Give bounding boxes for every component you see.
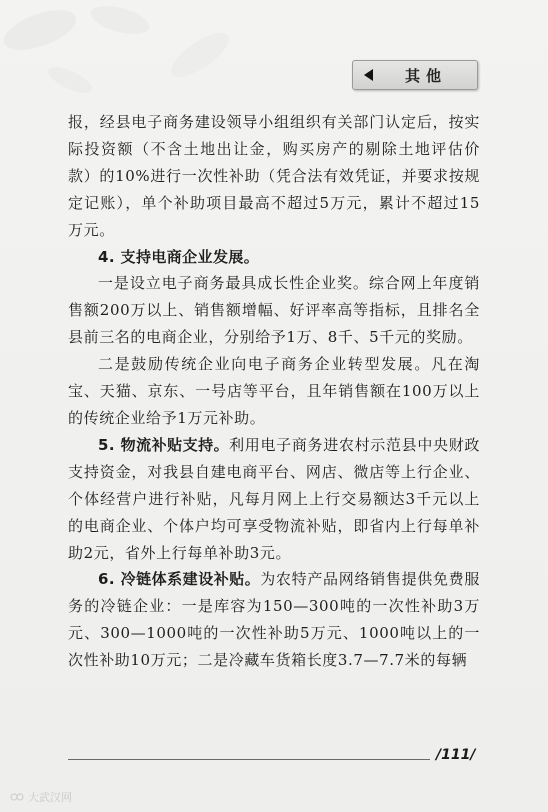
page-number: /111/ bbox=[436, 747, 476, 763]
section-4-heading: 4. 支持电商企业发展。 bbox=[98, 247, 260, 266]
section-tab-label: 其他 bbox=[405, 67, 448, 85]
footer-rule bbox=[68, 759, 430, 760]
section-5-paragraph bbox=[68, 432, 480, 567]
section-tab bbox=[352, 60, 478, 90]
watermark-logo-icon bbox=[10, 791, 24, 803]
watermark-text: 大武汉网 bbox=[28, 791, 72, 804]
paragraph-traditional-enterprise: 二是鼓励传统企业向电子商务企业转型发展。凡在淘宝、天猫、京东、一号店等平台，且年销售额在100万以上的传统企业给予1万元补助。 bbox=[68, 355, 480, 427]
petal-decoration bbox=[0, 0, 300, 120]
section-5-heading: 5. 物流补贴支持。 bbox=[98, 435, 230, 454]
section-6-paragraph bbox=[68, 566, 480, 674]
watermark bbox=[10, 789, 72, 805]
paragraph-continued: 报，经县电子商务建设领导小组组织有关部门认定后，按实际投资额（不含土地出让金，购买房产的剔除土地评估价款）的10%进行一次性补助（凭合法有效凭证，并要求按规定记账），单个补助项目最高不超过5万元，累计不超过15万元。 bbox=[68, 113, 480, 239]
section-6-heading: 6. 冷链体系建设补贴。 bbox=[98, 570, 261, 589]
section-5-text: 利用电子商务进农村示范县中央财政支持资金，对我县自建电商平台、网店、微店等上行企业、个体经营户进行补贴，凡每月网上上行交易额达3千元以上的电商企业、个体户均可享受物流补贴，即省内上行每单补助2元，省外上行每单补助3元。 bbox=[68, 435, 481, 562]
triangle-left-icon bbox=[361, 67, 375, 83]
section-6-text: 为农特产品网络销售提供免费服务的冷链企业：一是库容为150—300吨的一次性补助3万元、300—1000吨的一次性补助5万元、1000吨以上的一次性补助10万元；二是冷藏车货箱长度3.7—7.7米的每辆 bbox=[68, 570, 480, 670]
paragraph-growth-award: 一是设立电子商务最具成长性企业奖。综合网上年度销售额200万以上、销售额增幅、好评率高等指标，且排名全县前三名的电商企业，分别给予1万、8千、5千元的奖励。 bbox=[68, 274, 480, 347]
body-text bbox=[68, 109, 480, 674]
